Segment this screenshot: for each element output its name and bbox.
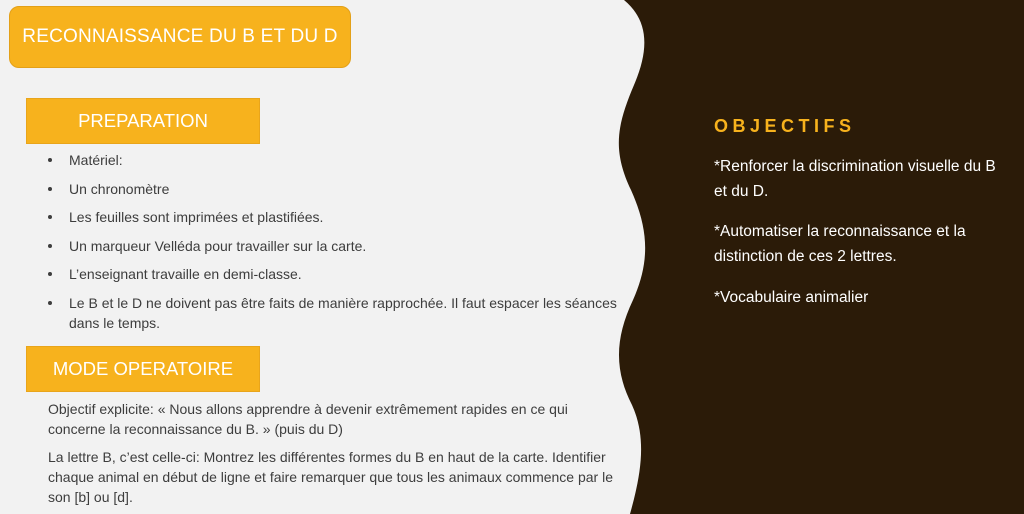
bullet-icon [48, 272, 52, 276]
preparation-list [48, 150, 628, 341]
bullet-icon [48, 215, 52, 219]
objective-paragraph: Objectif explicite: « Nous allons apprendre à devenir extrêmement rapides en ce qui concerne la reconnaissance du B. » (puis du D) [48, 401, 568, 437]
list-item [48, 150, 628, 170]
bullet-icon [48, 187, 52, 191]
slide-title-text: RECONNAISSANCE DU B ET DU D [22, 26, 338, 47]
list-item-text: Matériel: [69, 152, 123, 168]
list-item-text: Un marqueur Velléda pour travailler sur la carte. [69, 237, 367, 254]
bullet-icon [48, 158, 52, 162]
list-item [48, 179, 628, 199]
list-item-text: Le B et le D ne doivent pas être faits de manière rapprochée. Il faut espacer les séances dans le temps. [69, 294, 617, 331]
bullet-icon [48, 301, 52, 305]
list-item [48, 207, 628, 227]
list-item [48, 264, 628, 284]
objectif-item: *Automatiser la reconnaissance et la distinction de ces 2 lettres. [714, 223, 966, 265]
bullet-icon [48, 244, 52, 248]
instruction-paragraph: La lettre B, c’est celle-ci: Montrez les différentes formes du B en haut de la carte. Identifier chaque animal en début de ligne et faire remarquer que tous les animaux commence par le son [b] ou [d]. [48, 449, 613, 505]
list-item-text: L’enseignant travaille en demi-classe. [69, 266, 302, 282]
list-item-text: Les feuilles sont imprimées et plastifiées. [69, 209, 324, 225]
objectifs-heading: OBJECTIFS [714, 116, 856, 136]
preparation-heading [26, 98, 260, 144]
list-item [48, 293, 628, 333]
slide-title [9, 6, 351, 68]
list-item [48, 236, 628, 256]
objectif-item: *Vocabulaire animalier [714, 289, 869, 306]
objectif-item: *Renforcer la discrimination visuelle du B et du D. [714, 158, 996, 200]
preparation-heading-text: PREPARATION [78, 110, 208, 131]
mode-operatoire-heading [26, 346, 260, 392]
list-item-text: Un chronomètre [69, 180, 170, 197]
mode-operatoire-heading-text: MODE OPERATOIRE [52, 358, 234, 379]
